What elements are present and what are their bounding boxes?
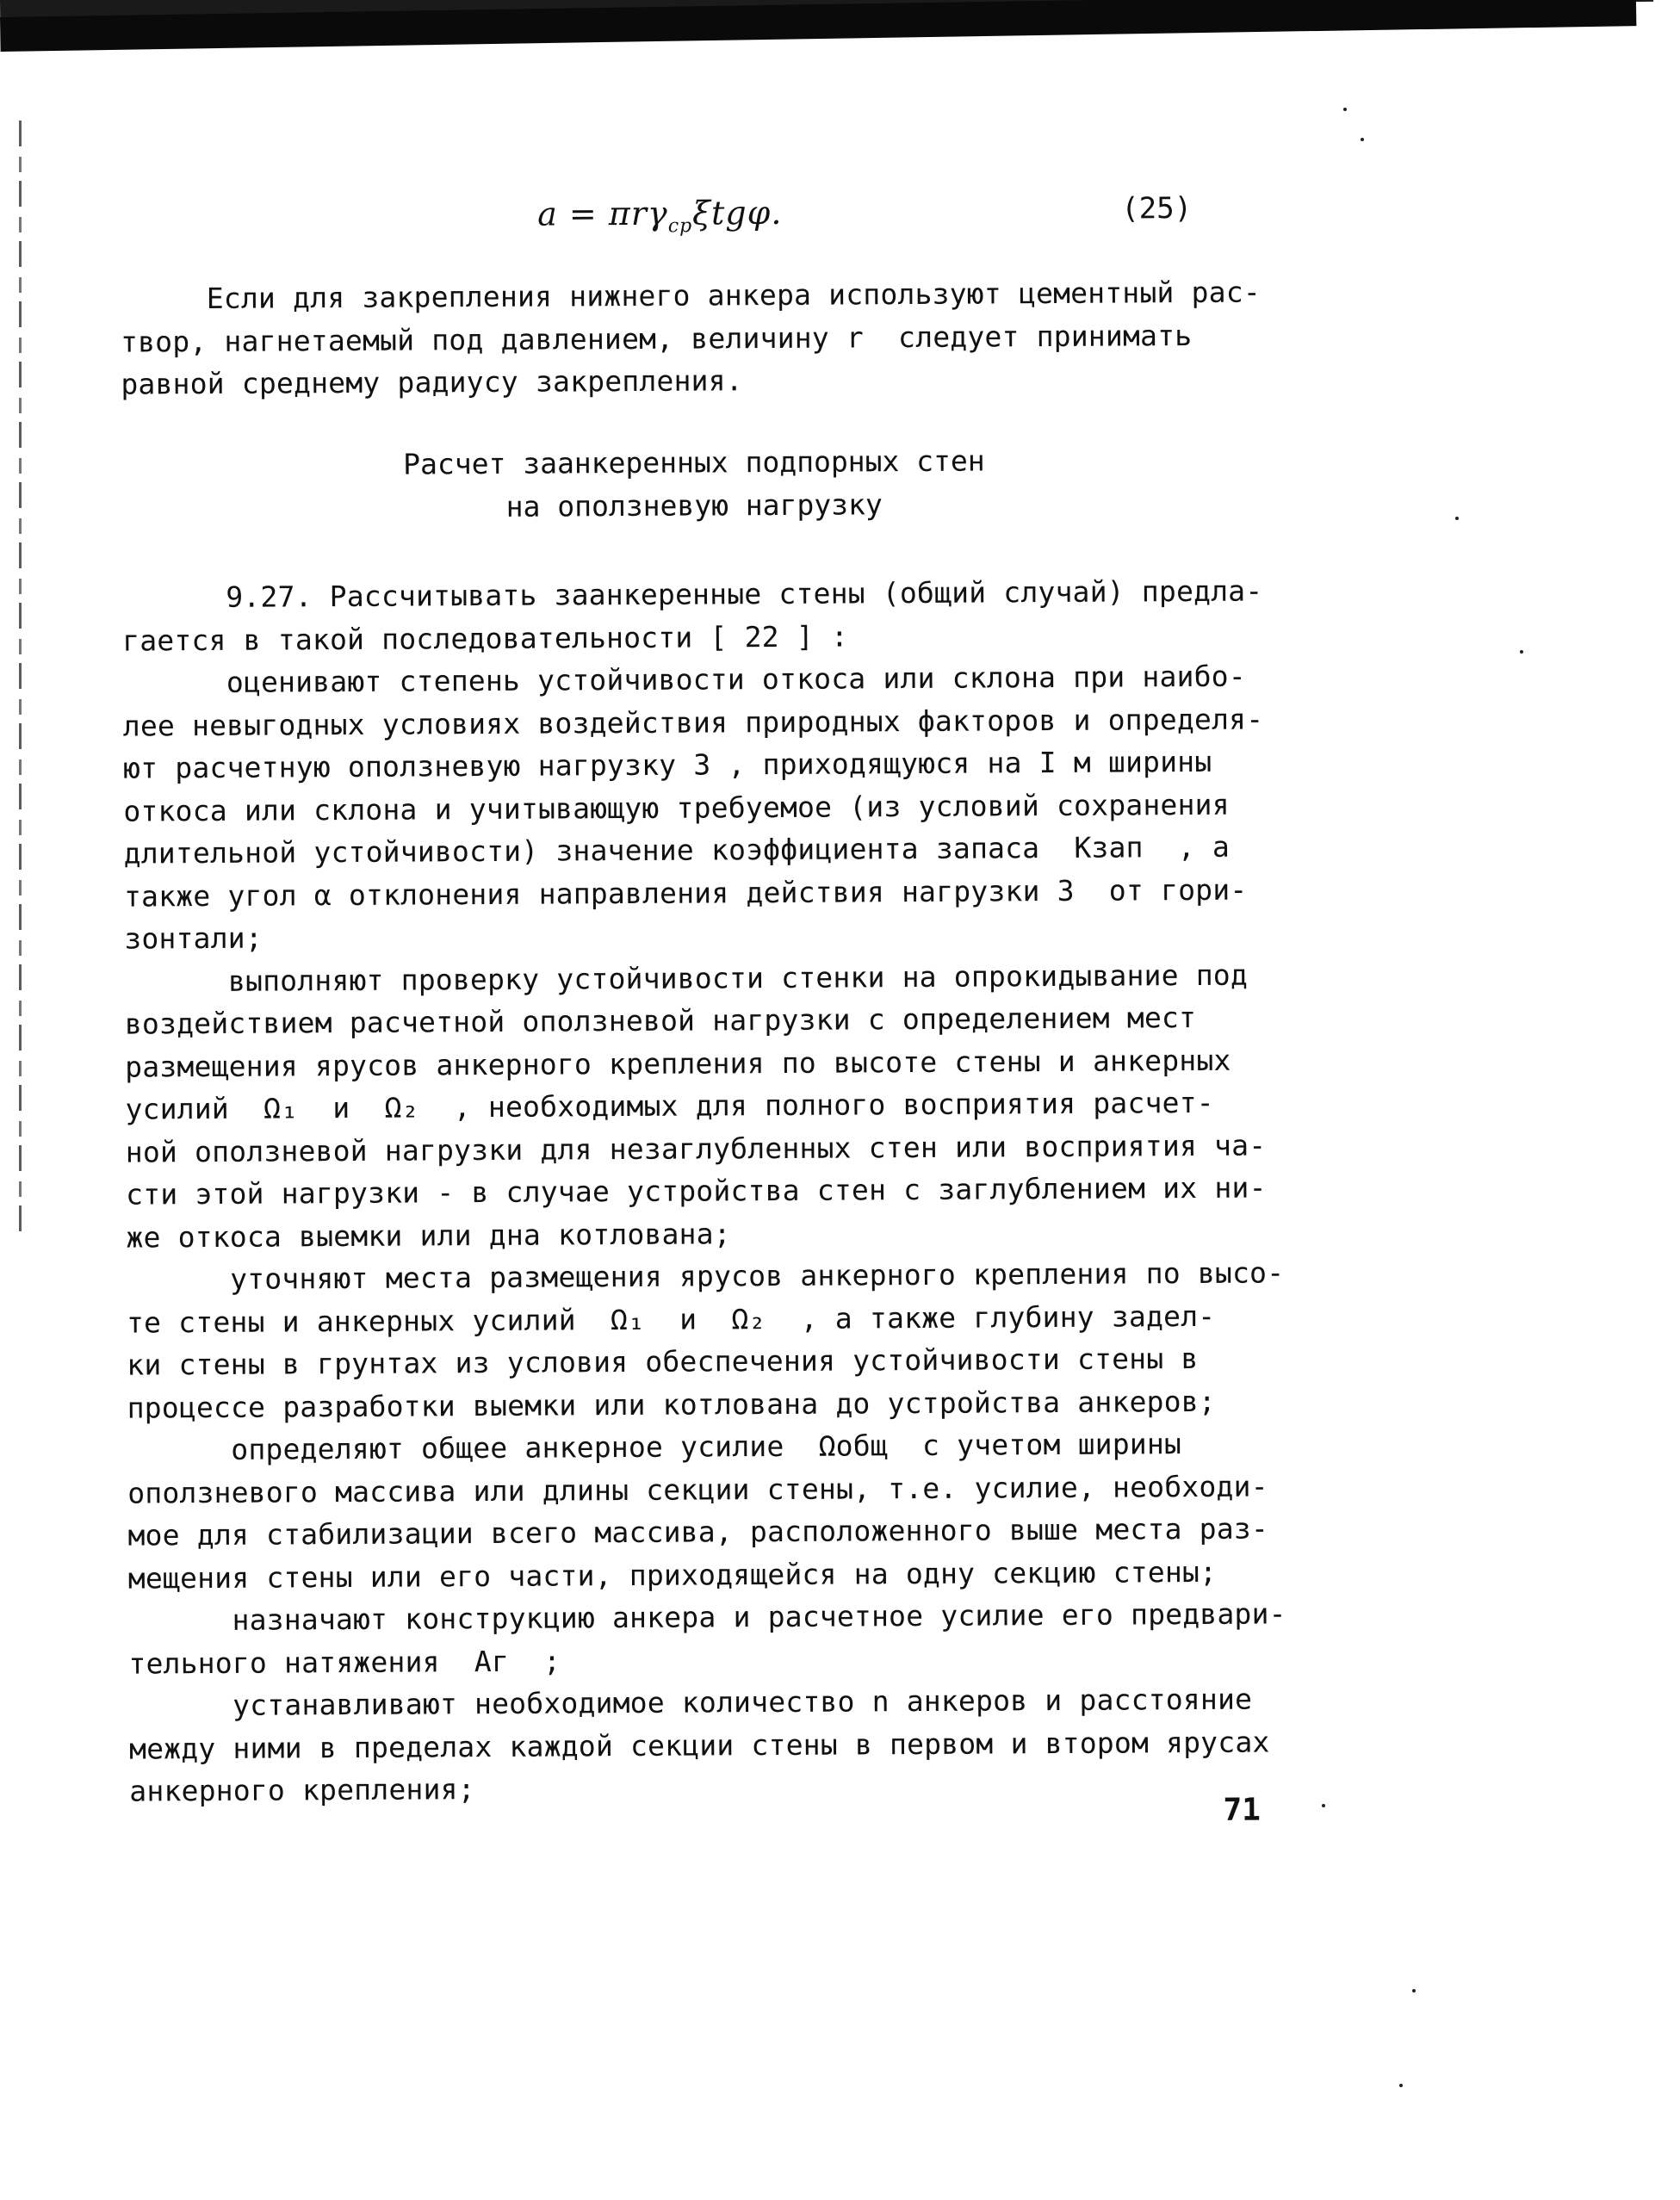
body-line: назначают конструкцию анкера и расчетное усилие его предвари- xyxy=(128,1596,1286,1638)
formula-tail: ξtgφ. xyxy=(691,193,783,232)
body-line: также угол α отклонения направления действия нагрузки З от гори- xyxy=(123,872,1248,914)
scan-speck xyxy=(1455,517,1459,520)
body-text xyxy=(121,569,1286,1813)
body-line: зонтали; xyxy=(124,920,263,956)
body-line: процессе разработки выемки или котлована до устройства анкеров; xyxy=(127,1384,1217,1425)
heading-line-2: на оползневую нагрузку xyxy=(505,487,883,524)
body-line: оползневого массива или длины секции стены, т.е. усилие, необходи- xyxy=(127,1469,1268,1510)
body-line: уточняют места размещения ярусов анкерного крепления по высо- xyxy=(126,1255,1285,1297)
intro-line: твор, нагнетаемый под давлением, величину r следует принимать xyxy=(120,318,1193,359)
scan-speck xyxy=(1520,650,1523,654)
body-line: 9.27. Рассчитывать заанкеренные стены (общий случай) предла- xyxy=(121,573,1263,615)
body-line: ки стены в грунтах из условия обеспечения устойчивости стены в xyxy=(127,1342,1199,1382)
body-line: ной оползневой нагрузки для незаглубленных стен или восприятия ча- xyxy=(125,1128,1267,1169)
body-line: же откоса выемки или дна котлована; xyxy=(126,1216,731,1255)
formula-25 xyxy=(537,191,1192,247)
body-line: оценивают степень устойчивости откоса или склона при наибо- xyxy=(122,659,1247,700)
body-line: воздействием расчетной оползневой нагрузки с определением мест xyxy=(124,1001,1197,1041)
heading-line-1: Расчет заанкеренных подпорных стен xyxy=(403,443,985,481)
intro-line: равной среднему радиусу закрепления. xyxy=(121,363,743,401)
scan-speck xyxy=(1412,1989,1416,1992)
equation-number: (25) xyxy=(1121,191,1193,226)
page-number: 71 xyxy=(1223,1792,1262,1828)
body-line: устанавливают необходимое количество n анкеров и расстояние xyxy=(128,1682,1253,1723)
intro-line: Если для закрепления нижнего анкера используют цементный рас- xyxy=(206,275,1262,316)
body-line: мещения стены или его части, приходящейся на одну секцию стены; xyxy=(127,1554,1218,1596)
body-line: определяют общее анкерное усилие Ωобщ с учетом ширины xyxy=(127,1427,1182,1467)
body-line: размещения ярусов анкерного крепления по высоте стены и анкерных xyxy=(125,1043,1231,1084)
formula-expression xyxy=(537,194,782,238)
body-line: мое для стабилизации всего массива, расположенного выше места раз- xyxy=(127,1511,1269,1552)
section-heading xyxy=(121,438,1268,531)
body-line: длительной устойчивости) значение коэффициента запаса Kзап , а xyxy=(123,829,1231,871)
body-line: те стены и анкерных усилий Ω₁ и Ω₂ , а также глубину задел- xyxy=(126,1298,1216,1340)
formula-subscript: ср xyxy=(667,215,693,238)
formula-main: a = πrγ xyxy=(537,194,668,233)
body-line: усилий Ω₁ и Ω₂ , необходимых для полного восприятия расчет- xyxy=(125,1085,1214,1126)
body-line: между ними в пределах каждой секции стены в первом и втором ярусах xyxy=(128,1725,1270,1766)
body-line: тельного натяжения Aг ; xyxy=(128,1644,561,1681)
scan-speck xyxy=(1361,138,1364,141)
body-line: выполняют проверку устойчивости стенки на опрокидывание под xyxy=(124,957,1249,999)
body-line: откоса или склона и учитывающую требуемое (из условий сохранения xyxy=(123,787,1230,828)
intro-paragraph xyxy=(121,271,1267,406)
body-line: гается в такой последовательности [ 22 ] : xyxy=(122,618,849,658)
scan-speck xyxy=(1343,108,1347,111)
scan-speck xyxy=(1399,2084,1403,2087)
scan-speck xyxy=(1322,1804,1325,1807)
body-line: ют расчетную оползневую нагрузку З , приходящуюся на I м ширины xyxy=(122,744,1212,785)
body-line: анкерного крепления; xyxy=(129,1772,475,1808)
body-line: лее невыгодных условиях воздействия природных факторов и определя- xyxy=(122,702,1264,743)
body-line: сти этой нагрузки - в случае устройства стен с заглублением их ни- xyxy=(126,1170,1267,1212)
